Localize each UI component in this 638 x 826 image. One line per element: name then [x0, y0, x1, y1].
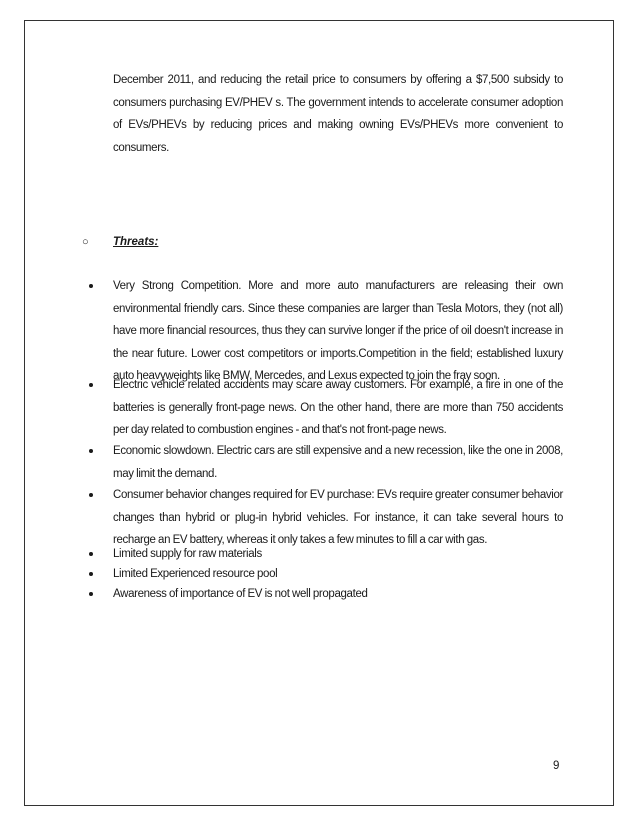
intro-paragraph: December 2011, and reducing the retail price to consumers by offering a $7,500 subsidy to consumers purchasing EV/PHEV s. The government intends to accelerate consumer adoption of EVs/PHEVs by reducing prices and making owning EVs/PHEVs more convenient to consumers. — [113, 74, 563, 154]
hollow-circle-icon: ○ — [82, 236, 89, 248]
list-item — [113, 374, 563, 442]
bullet-dot-icon — [89, 493, 93, 497]
list-item-text: Very Strong Competition. More and more auto manufacturers are releasing their own environmental friendly cars. Since these companies are larger than Tesla Motors, they (not all) have more financial resources, thus they can survive longer if the price of oil doesn't increase in the near future. Lower cost competitors or imports.Competition in the field; established luxury auto heavyweights like BMW, Mercedes, and Lexus expected to join the fray soon. — [113, 280, 563, 382]
bullet-dot-icon — [89, 572, 93, 576]
list-item-text: Limited Experienced resource pool — [113, 568, 278, 580]
bullet-dot-icon — [89, 449, 93, 453]
list-item — [113, 440, 563, 485]
bullet-dot-icon — [89, 284, 93, 288]
bullet-dot-icon — [89, 552, 93, 556]
threats-title: Threats: — [113, 236, 159, 248]
list-item — [113, 275, 563, 388]
list-item — [113, 545, 563, 563]
list-item-text: Awareness of importance of EV is not well propagated — [113, 588, 368, 600]
list-item-text: Limited supply for raw materials — [113, 548, 262, 560]
list-item — [113, 484, 563, 552]
page-number: 9 — [553, 760, 560, 772]
list-item-text: Consumer behavior changes required for EV purchase: EVs require greater consumer behavior changes than hybrid or plug-in hybrid vehicles. For instance, it can take several hours to recharge an EV battery, whereas it only takes a few minutes to fill a car with gas. — [113, 489, 563, 546]
list-item-text: Electric vehicle related accidents may scare away customers. For example, a fire in one of the batteries is generally front-page news. On the other hand, there are more than 750 accidents per day related to combustion engines - and that's not front-page news. — [113, 379, 563, 436]
list-item — [113, 585, 563, 603]
bullet-dot-icon — [89, 383, 93, 387]
bullet-dot-icon — [89, 592, 93, 596]
list-item-text: Economic slowdown. Electric cars are still expensive and a new recession, like the one in 2008, may limit the demand. — [113, 445, 563, 480]
list-item — [113, 565, 563, 583]
